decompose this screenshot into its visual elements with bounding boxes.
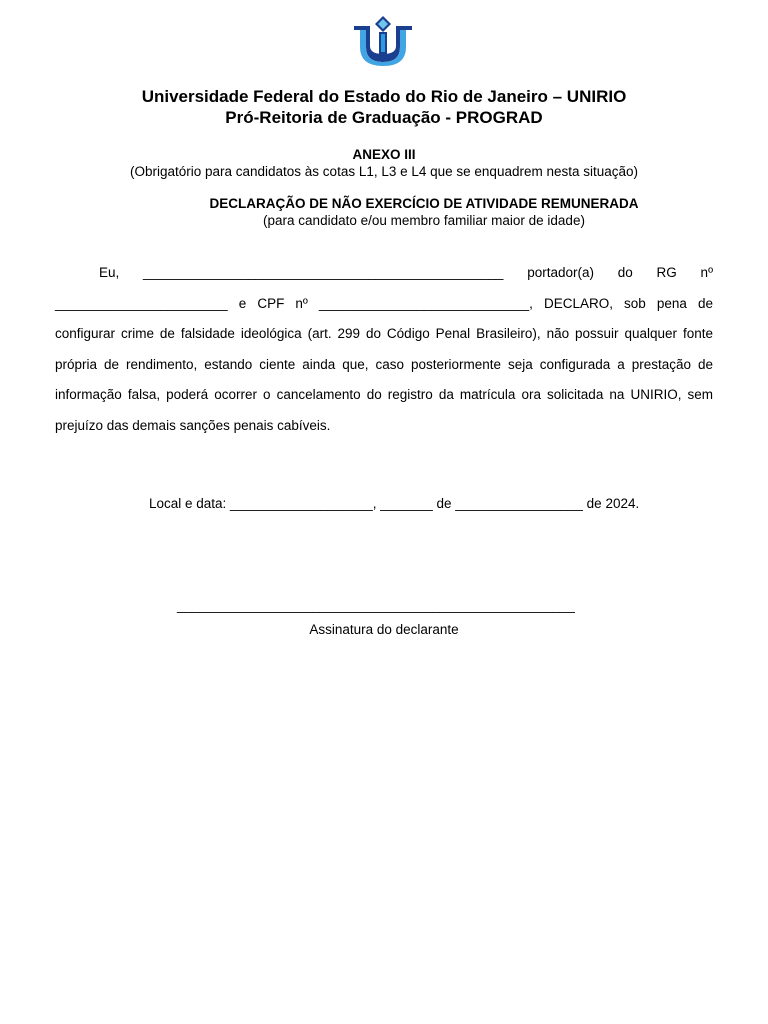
annex-title: ANEXO III [352, 147, 416, 162]
annex-note: (Obrigatório para candidatos às cotas L1, L3 e L4 que se enquadrem nesta situação) [129, 164, 639, 179]
declaration-body: Eu, ________________________________________________ portador(a) do RG nº _______________________ e CPF nº ____________________________, DECLARO, sob pena de configurar crime de falsidade ideológica (art. 299 do Código Penal Brasileiro), não possuir qualquer fonte própria de rendimento, estando ciente ainda que, caso posteriormente seja configurada a prestação de informação falsa, poderá ocorrer o cancelamento do registro da matrícula ora solicitada na UNIRIO, sem prejuízo das demais sanções penais cabíveis. [55, 265, 713, 433]
institution-title: Universidade Federal do Estado do Rio de Janeiro – UNIRIO [141, 87, 627, 106]
declaration-subtitle: (para candidato e/ou membro familiar maior de idade) [263, 213, 585, 228]
signature-line: _____________________________________________________ [177, 598, 575, 613]
signature-label: Assinatura do declarante [309, 622, 459, 637]
place-date-line: Local e data: ___________________, _______ de _________________ de 2024. [149, 496, 640, 511]
department-title: Pró-Reitoria de Graduação - PROGRAD [225, 108, 543, 127]
unirio-logo-icon [352, 16, 414, 66]
declaration-title: DECLARAÇÃO DE NÃO EXERCÍCIO DE ATIVIDADE REMUNERADA [209, 196, 639, 211]
